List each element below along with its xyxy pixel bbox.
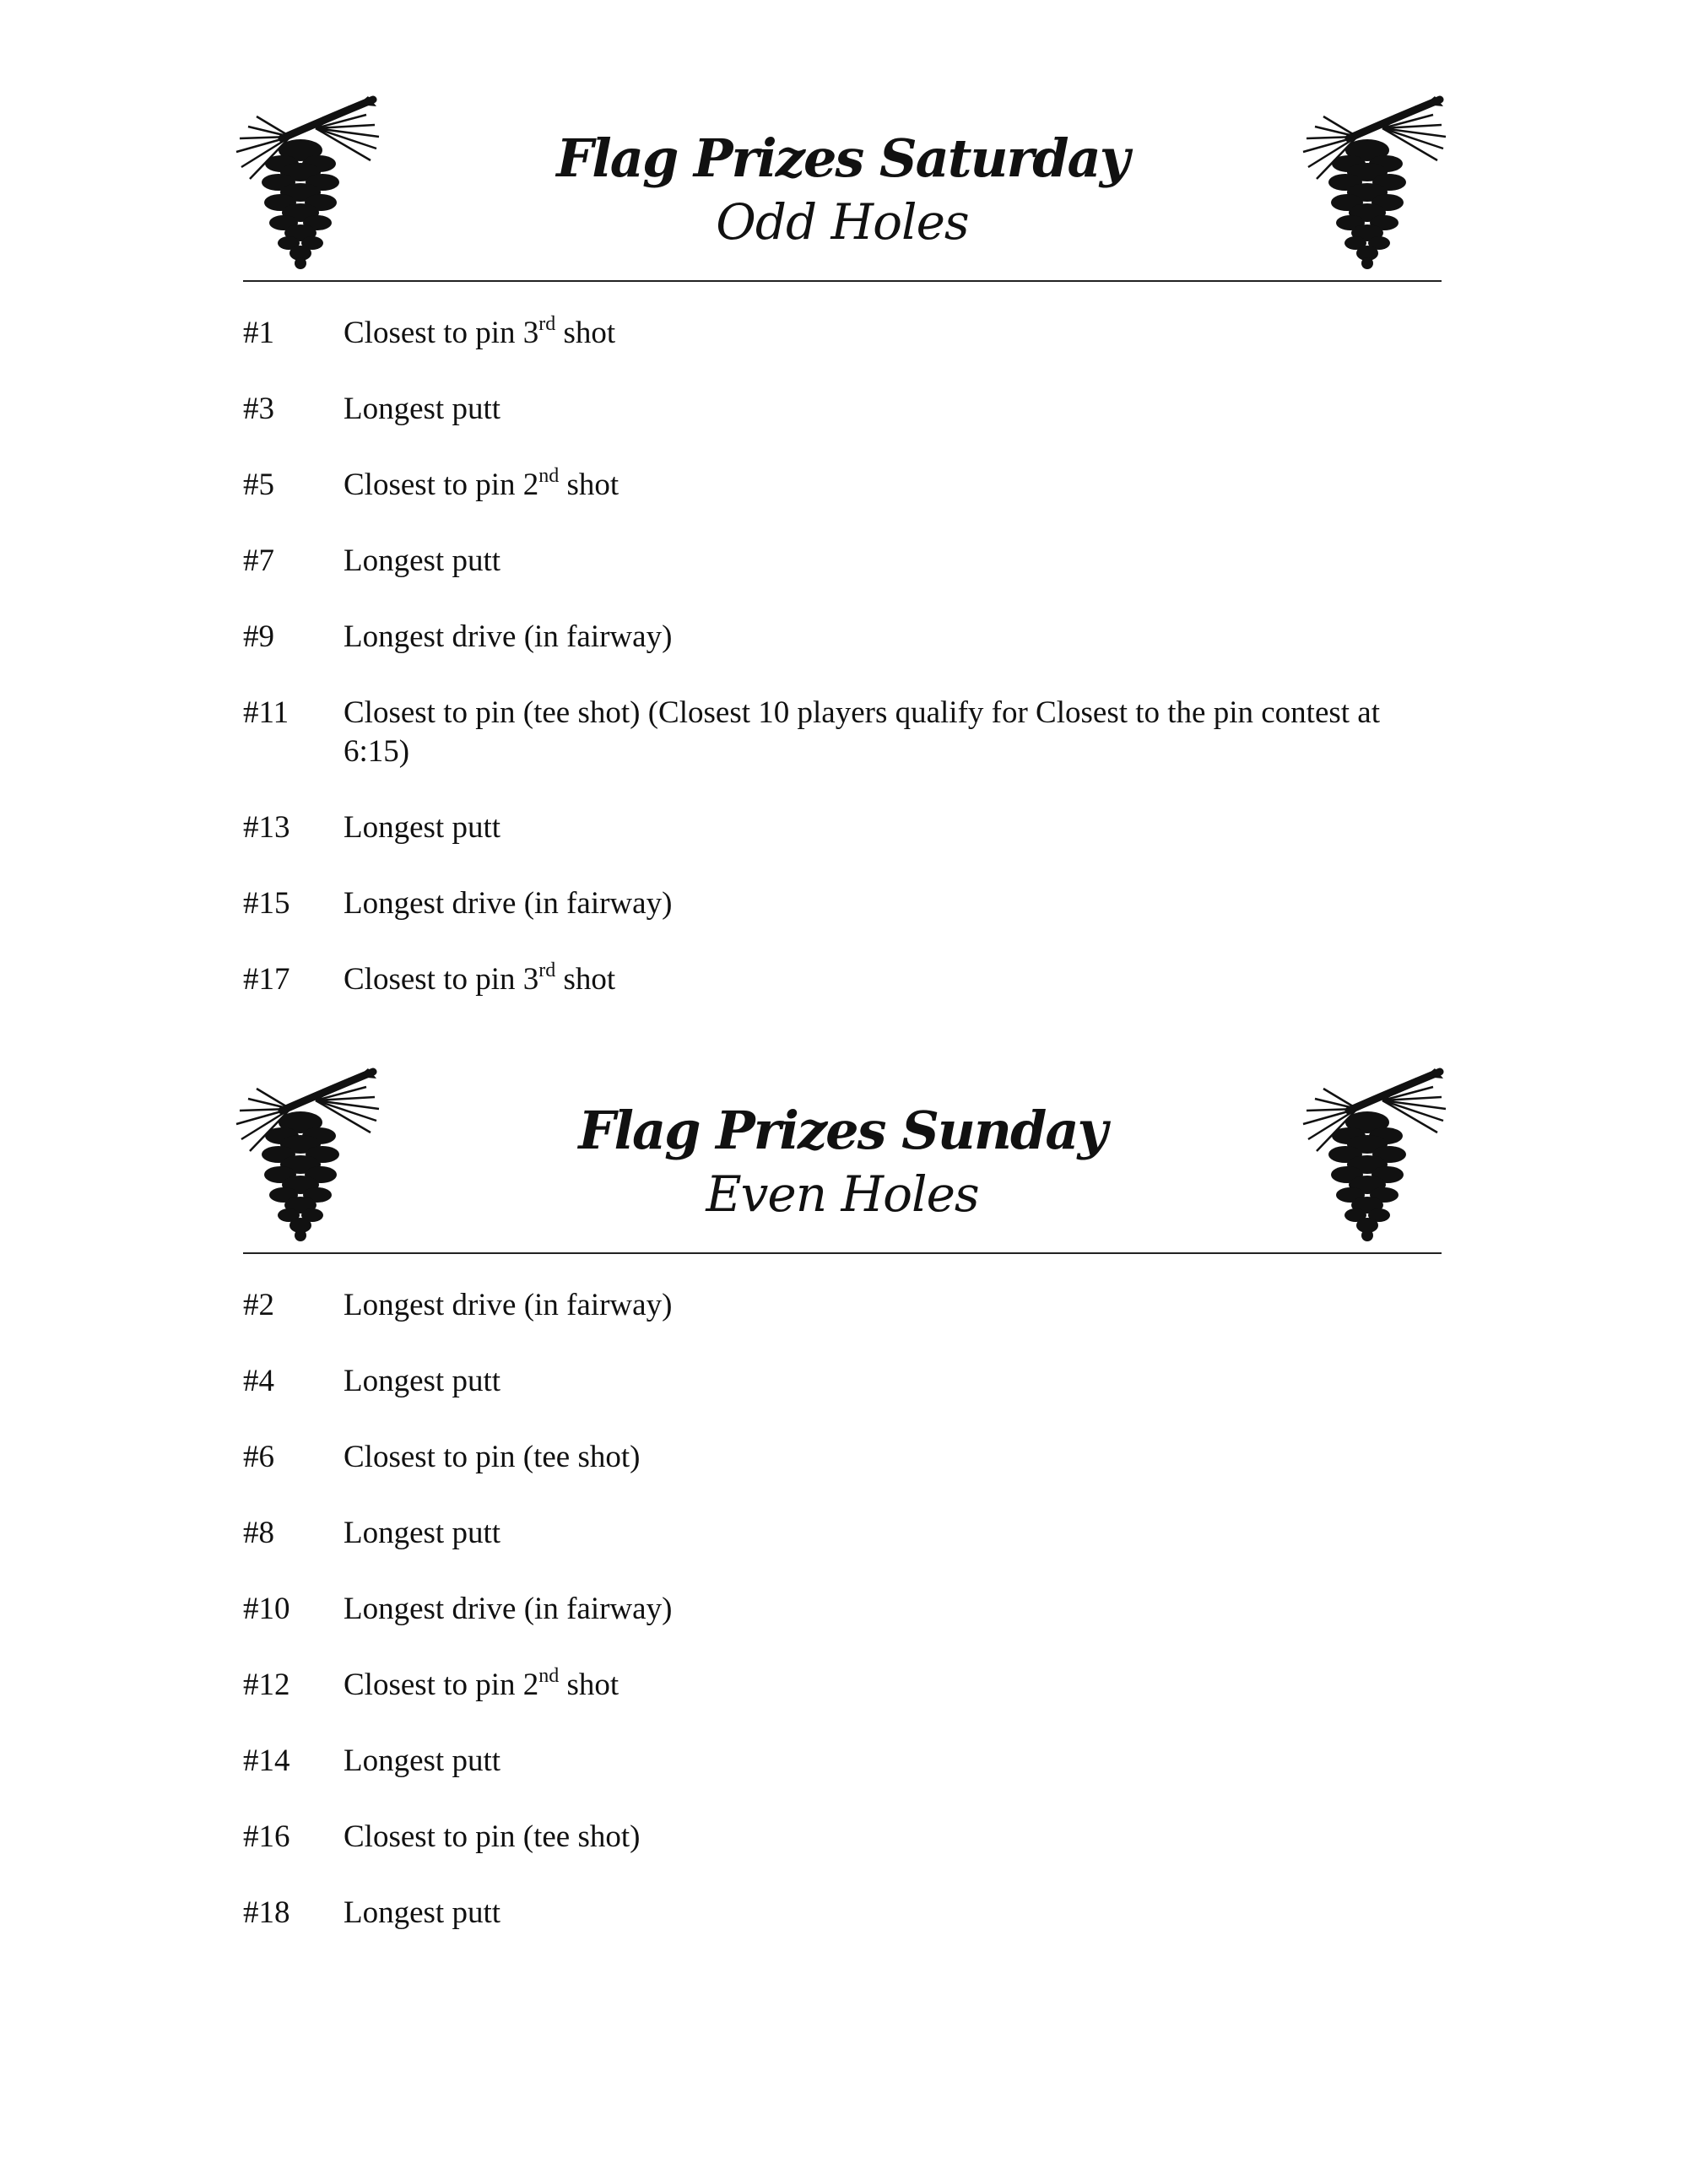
prize-row bbox=[243, 618, 1442, 657]
prize-row bbox=[243, 960, 1442, 999]
prize-description bbox=[344, 1666, 1442, 1705]
prize-row bbox=[243, 466, 1442, 505]
hole-number: #12 bbox=[243, 1668, 290, 1702]
hole-number: #5 bbox=[243, 468, 274, 502]
prize-text: Longest putt bbox=[344, 1364, 501, 1398]
prize-text: Longest putt bbox=[344, 810, 501, 845]
ordinal-suffix: nd bbox=[538, 465, 560, 487]
hole-number: #1 bbox=[243, 316, 274, 350]
prize-description bbox=[344, 1286, 1442, 1325]
prize-description bbox=[344, 1590, 1442, 1629]
hole-number: #3 bbox=[243, 392, 274, 426]
hole-number: #7 bbox=[243, 543, 274, 578]
prize-row bbox=[243, 694, 1442, 771]
prize-row bbox=[243, 390, 1442, 429]
hole-number: #8 bbox=[243, 1516, 274, 1550]
hole-number: #14 bbox=[243, 1743, 290, 1778]
ordinal-suffix: rd bbox=[538, 960, 556, 981]
hole-number: #6 bbox=[243, 1440, 274, 1474]
prize-text: Longest drive (in fairway) bbox=[344, 619, 673, 654]
prize-row bbox=[243, 314, 1442, 353]
section-subtitle: Even Holes bbox=[706, 1165, 979, 1223]
prize-text-after: shot bbox=[555, 962, 616, 997]
prize-description bbox=[344, 542, 1442, 581]
prize-row bbox=[243, 542, 1442, 581]
prize-description bbox=[344, 1818, 1442, 1857]
prize-row bbox=[243, 1438, 1442, 1477]
prize-description bbox=[344, 1362, 1442, 1401]
section-subtitle: Odd Holes bbox=[716, 193, 969, 251]
prize-text: Longest drive (in fairway) bbox=[344, 1592, 673, 1626]
prize-text: Longest putt bbox=[344, 1895, 501, 1930]
prize-text: Longest putt bbox=[344, 543, 501, 578]
prize-description bbox=[344, 808, 1442, 847]
prize-description bbox=[344, 618, 1442, 657]
prize-list bbox=[243, 1286, 1442, 1933]
prize-row bbox=[243, 1742, 1442, 1781]
prize-text: Closest to pin 2 bbox=[344, 1668, 539, 1702]
ordinal-suffix: nd bbox=[538, 1665, 560, 1687]
prize-text: Closest to pin (tee shot) (Closest 10 players qualify for Closest to the pin contest at 6:15) bbox=[344, 695, 1381, 769]
prize-row bbox=[243, 1590, 1442, 1629]
prize-description bbox=[344, 694, 1442, 771]
section-header bbox=[243, 1065, 1442, 1254]
prize-description bbox=[344, 1514, 1442, 1553]
prize-text: Closest to pin (tee shot) bbox=[344, 1819, 641, 1854]
prize-text-after: shot bbox=[559, 1668, 619, 1702]
saturday-section bbox=[243, 93, 1442, 1036]
prize-description bbox=[344, 884, 1442, 923]
prize-text-after: shot bbox=[559, 468, 619, 502]
hole-number: #17 bbox=[243, 962, 290, 997]
prize-text-after: shot bbox=[555, 316, 616, 350]
prize-row bbox=[243, 1666, 1442, 1705]
prize-description bbox=[344, 390, 1442, 429]
section-title: Flag Prizes Sunday bbox=[578, 1100, 1106, 1161]
prize-description bbox=[344, 1894, 1442, 1933]
prize-row bbox=[243, 884, 1442, 923]
prize-row bbox=[243, 1818, 1442, 1857]
title-block bbox=[243, 127, 1442, 253]
prize-row bbox=[243, 1894, 1442, 1933]
hole-number: #2 bbox=[243, 1288, 274, 1322]
prize-description bbox=[344, 1742, 1442, 1781]
prize-text: Longest drive (in fairway) bbox=[344, 886, 673, 921]
prize-row bbox=[243, 808, 1442, 847]
prize-description bbox=[344, 466, 1442, 505]
prize-row bbox=[243, 1362, 1442, 1401]
prize-text: Closest to pin 3 bbox=[344, 316, 539, 350]
section-title: Flag Prizes Saturday bbox=[556, 127, 1128, 189]
prize-list bbox=[243, 314, 1442, 999]
pinecone-icon bbox=[1298, 95, 1450, 272]
prize-description bbox=[344, 1438, 1442, 1477]
prize-text: Closest to pin 2 bbox=[344, 468, 539, 502]
prize-text: Longest putt bbox=[344, 1516, 501, 1550]
prize-text: Longest drive (in fairway) bbox=[344, 1288, 673, 1322]
hole-number: #16 bbox=[243, 1819, 290, 1854]
hole-number: #15 bbox=[243, 886, 290, 921]
section-header bbox=[243, 93, 1442, 282]
ordinal-suffix: rd bbox=[538, 313, 556, 335]
hole-number: #18 bbox=[243, 1895, 290, 1930]
hole-number: #4 bbox=[243, 1364, 274, 1398]
pinecone-icon bbox=[1298, 1067, 1450, 1244]
hole-number: #11 bbox=[243, 695, 289, 730]
prize-text: Longest putt bbox=[344, 1743, 501, 1778]
prize-description bbox=[344, 960, 1442, 999]
prize-text: Longest putt bbox=[344, 392, 501, 426]
prize-row bbox=[243, 1514, 1442, 1553]
prize-description bbox=[344, 314, 1442, 353]
hole-number: #9 bbox=[243, 619, 274, 654]
sunday-section bbox=[243, 1065, 1442, 1970]
prize-text: Closest to pin (tee shot) bbox=[344, 1440, 641, 1474]
prize-text: Closest to pin 3 bbox=[344, 962, 539, 997]
prize-row bbox=[243, 1286, 1442, 1325]
title-block bbox=[243, 1099, 1442, 1225]
hole-number: #10 bbox=[243, 1592, 290, 1626]
hole-number: #13 bbox=[243, 810, 290, 845]
